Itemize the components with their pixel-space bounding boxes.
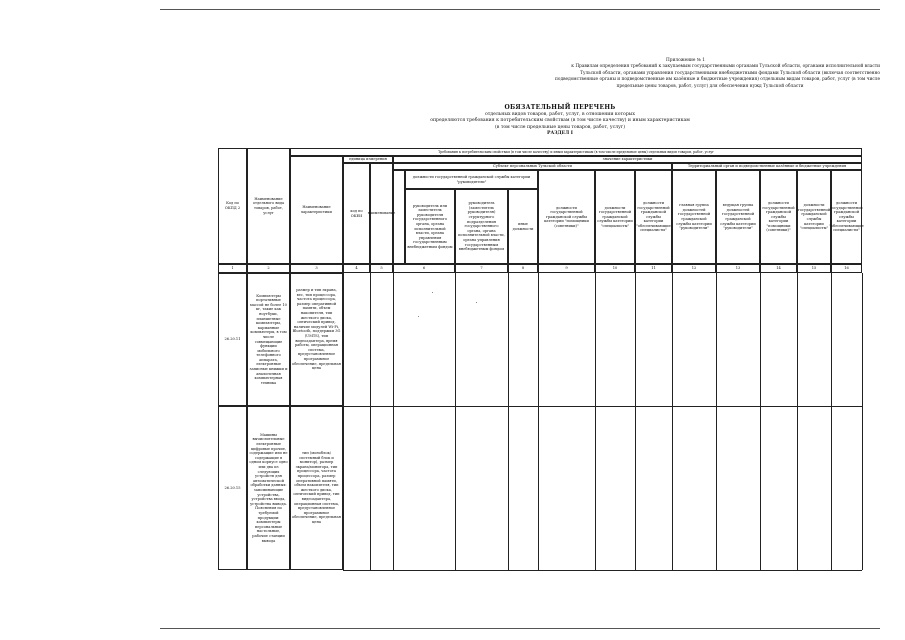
header-col-7: руководитель (заместитель руководителя) структурного подразделения государственного органа, органа исполнительной власти, органа управления государственным внебюджетным фондом [455, 189, 508, 264]
col-number: 10 [595, 264, 635, 273]
header-col-8: иные должности [508, 189, 538, 264]
header-name: Наименование отдельного вида товаров, работ, услуг [247, 148, 290, 264]
row-divider [343, 406, 862, 407]
col-number: 1 [218, 264, 247, 273]
title-line: отдельных видов товаров, работ, услуг, в отношении которых [484, 111, 636, 117]
appendix-header [540, 58, 880, 90]
row-characteristics: размер и тип экрана, вес, тип процессора, частота процессора, размер оперативной памяти, объем накопителя, тип жесткого диска, оптический привод, наличие модулей Wi-Fi, Bluetooth, поддержки 3G (UMTS), тип видеоадаптера, время работы, операционная система, предустановленное программное обеспечение, предельная цена [290, 273, 343, 406]
col-divider [393, 273, 394, 570]
appendix-line: подведомственные органы и подведомственные им казённые и бюджетные учреждения) отдельным видам товаров, работ, услуг (в том числе [555, 77, 880, 83]
header-unit-name: наименование [370, 163, 393, 264]
col-number: 8 [508, 264, 538, 273]
scan-speck [476, 302, 477, 303]
col-divider [831, 273, 832, 570]
header-territorial: Территориальный орган и подведомственные казённые и бюджетные учреждения [672, 163, 862, 170]
header-col-6: руководитель или заместитель руководителя государственного органа, органа исполнительной власти, органа управления государственным внебюджетным фондом [405, 189, 455, 264]
col-divider [538, 273, 539, 570]
col-divider [508, 273, 509, 570]
col-number: 2 [247, 264, 290, 273]
col-divider [370, 273, 371, 570]
row-name: Компьютеры портативные массой не более 10 кг, такие как ноутбуки, планшетные компьютеры, карманные компьютеры, в том числе совмещающие функции мобильного телефонного аппарата, электронные записные книжки и аналогичная компьютерная техника [247, 273, 290, 406]
col-number: 12 [672, 264, 716, 273]
header-col-16: должности государственной гражданской службы категории "обеспечивающие специалисты" [831, 170, 862, 264]
appendix-number: Приложение № 1 [666, 58, 705, 63]
title-line: определяются требования к потребительским свойствам (в том числе качеству) и иным характеристикам [430, 118, 690, 124]
document-title [400, 105, 720, 138]
header-col-11: должности государственной гражданской службы категории "обеспечивающие специалисты" [635, 170, 672, 264]
col-divider [672, 273, 673, 570]
col-divider [343, 273, 344, 570]
col-number: 16 [831, 264, 862, 273]
appendix-line: Тульской области, органами управления государственными внебюджетными фондами Тульской области (включая соответственно [580, 70, 880, 76]
row-code: 26.20.11 [218, 273, 247, 406]
header-col-15: должности государственной гражданской службы категории "специалисты" [797, 170, 831, 264]
col-divider [455, 273, 456, 570]
col-number: 13 [716, 264, 760, 273]
header-characteristic: Наименование характеристики [290, 156, 343, 264]
header-col-10: должности государственной гражданской службы категории "специалисты" [595, 170, 635, 264]
appendix-line: к Правилам определения требований к закупаемым государственными органами Тульской области, органами исполнительной власти [571, 64, 880, 70]
col-number: 4 [343, 264, 370, 273]
header-blank [393, 170, 405, 264]
header-subject: Субъект персональных Тульской области [393, 163, 672, 170]
col-number: 15 [797, 264, 831, 273]
scan-speck [432, 292, 433, 293]
header-values: значение характеристики [393, 156, 862, 163]
appendix-line: предельные цены товаров, работ, услуг) для обеспечения нужд Тульской области [616, 83, 804, 89]
header-col-14: должности государственной гражданской службы категории "помощники (советники)" [760, 170, 797, 264]
header-unit: единица измерения [343, 156, 393, 163]
row-code: 26.20.15 [218, 406, 247, 570]
col-number: 5 [370, 264, 393, 273]
col-divider [595, 273, 596, 570]
row-characteristics: тип (моноблок/системный блок и монитор), размер экрана/монитора, тип процессора, частота процессора, размер оперативной памяти, объем накопителя, тип жесткого диска, оптический привод, тип видеоадаптера, операционная система, предустановленное программное обеспечение, предельная цена [290, 406, 343, 570]
bottom-rule [160, 628, 880, 629]
header-col-12: главная группа должностей государственной гражданской службы категории "руководители" [672, 170, 716, 264]
title-main: ОБЯЗАТЕЛЬНЫЙ ПЕРЕЧЕНЬ [504, 104, 616, 111]
title-line: (в том числе предельные цены товаров, работ, услуг) [495, 124, 625, 130]
col-number: 3 [290, 264, 343, 273]
header-okpd: Код по ОКПД 2 [218, 148, 247, 264]
header-col-9: должности государственной гражданской службы категории "помощники (советники)" [538, 170, 595, 264]
col-divider [716, 273, 717, 570]
col-number: 11 [635, 264, 672, 273]
header-civil-group: должности государственной гражданской службы категории "руководители" [405, 170, 538, 189]
table-bottom [343, 570, 862, 571]
scan-speck [418, 316, 419, 317]
col-divider [760, 273, 761, 570]
col-number: 14 [760, 264, 797, 273]
header-col-13: ведущая группа должностей государственной гражданской службы категории "руководители" [716, 170, 760, 264]
col-divider [635, 273, 636, 570]
col-divider [797, 273, 798, 570]
col-divider [862, 273, 863, 570]
header-requirements: Требования к потребительским свойствам (в том числе качеству) и иным характеристикам (в том числе предельные цены) отдельных видов товаров, работ, услуг [290, 148, 862, 156]
col-number: 9 [538, 264, 595, 273]
col-number: 6 [393, 264, 455, 273]
top-rule [160, 9, 880, 10]
row-name: Машины вычислительные электронные цифровые прочие, содержащие или не содержащие в одном корпусе одно или два из следующих устройств для автоматической обработки данных: запоминающие устройства, устройства ввода, устройства вывода. Пояснения по требуемой продукции: компьютеры персональные настольные, рабочие станции вывода [247, 406, 290, 570]
col-number: 7 [455, 264, 508, 273]
section-label: РАЗДЕЛ I [547, 131, 573, 137]
header-okei: код по ОКЕИ [343, 163, 370, 264]
